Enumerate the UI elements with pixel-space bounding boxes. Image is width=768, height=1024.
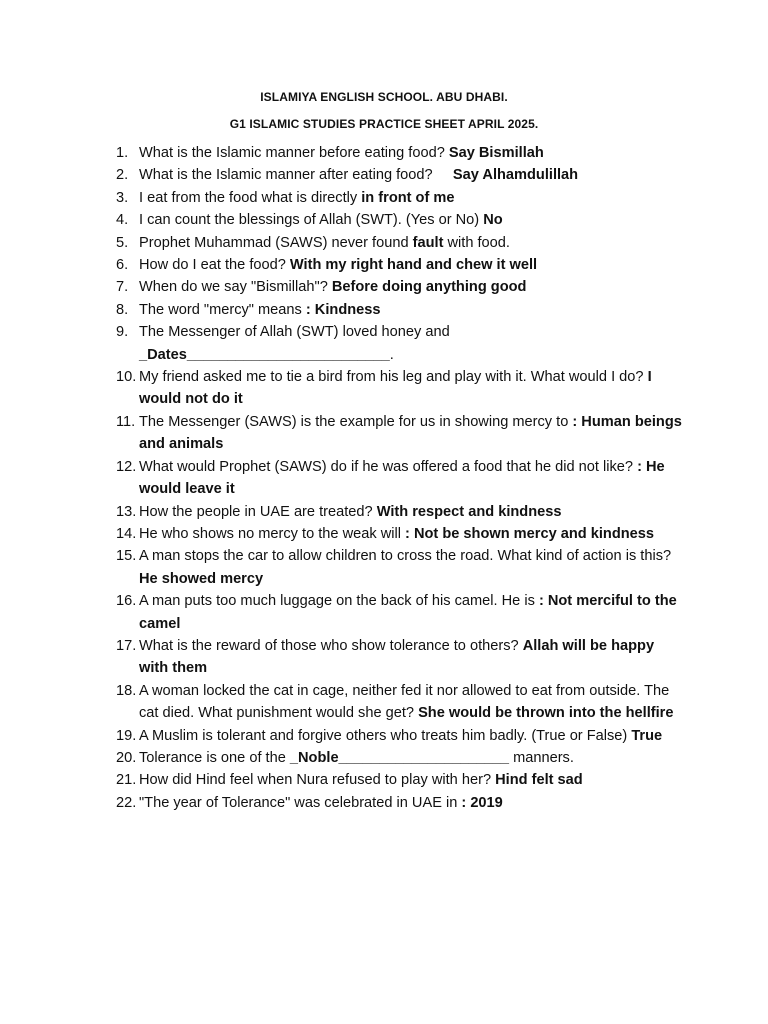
answer-text: Hind felt sad xyxy=(495,772,583,789)
question-text: A Muslim is tolerant and forgive others who treats him badly. (True or False) xyxy=(139,727,632,744)
question-text: How the people in UAE are treated? xyxy=(139,503,377,520)
question-number: 9. xyxy=(116,324,129,341)
question-text: "The year of Tolerance" was celebrated in UAE in xyxy=(139,794,462,811)
answer-text: : Kindness xyxy=(305,301,381,318)
question-number: 11. xyxy=(116,413,136,430)
sheet-title: G1 ISLAMIC STUDIES PRACTICE SHEET APRIL 2025. xyxy=(229,117,539,131)
answer-text: Before doing anything good xyxy=(331,279,527,296)
question-item-1 xyxy=(116,142,686,164)
question-text: The word "mercy" means xyxy=(139,301,306,318)
answer-text: With my right hand and chew it well xyxy=(289,257,538,274)
question-number: 18. xyxy=(116,682,137,699)
question-text: When do we say "Bismillah"? xyxy=(139,279,332,296)
question-text: The Messenger of Allah (SWT) loved honey and xyxy=(139,324,450,341)
question-number: 14. xyxy=(116,525,137,542)
question-text: A woman locked the cat in cage, neither fed it nor allowed to eat from outside. The cat died. What punishment would she get? xyxy=(139,682,670,722)
answer-text: _Dates_________________________ xyxy=(139,346,390,363)
question-text: Prophet Muhammad (SAWS) never found xyxy=(139,234,413,251)
question-number: 20. xyxy=(116,749,137,766)
question-text-tail: with food. xyxy=(443,234,510,251)
question-item-4 xyxy=(116,209,686,231)
question-text: I eat from the food what is directly xyxy=(139,189,362,206)
question-number: 21. xyxy=(116,772,137,789)
question-text: The Messenger (SAWS) is the example for us in showing mercy to xyxy=(139,413,573,430)
question-list xyxy=(116,142,686,814)
question-item-22 xyxy=(116,792,686,814)
question-number: 4. xyxy=(116,212,129,229)
question-text-tail: manners. xyxy=(509,749,574,766)
question-number: 22. xyxy=(116,794,137,811)
question-text: What is the Islamic manner before eating food? xyxy=(139,145,449,161)
question-item-11 xyxy=(116,411,686,456)
question-number: 16. xyxy=(116,593,137,610)
school-name: ISLAMIYA ENGLISH SCHOOL. ABU DHABI. xyxy=(260,90,508,104)
answer-text: : He would leave it xyxy=(139,458,665,498)
question-text: What is the Islamic manner after eating food? xyxy=(139,167,453,184)
question-number: 19. xyxy=(116,727,137,744)
question-text: A man stops the car to allow children to cross the road. What kind of action is this? xyxy=(139,548,672,565)
question-text: What would Prophet (SAWS) do if he was offered a food that he did not like? xyxy=(139,458,638,475)
answer-text: : Not be shown mercy and kindness xyxy=(405,525,655,542)
question-text: How do I eat the food? xyxy=(139,257,290,274)
question-item-13 xyxy=(116,501,686,523)
question-item-3 xyxy=(116,187,686,209)
question-item-7 xyxy=(116,276,686,298)
answer-text: _Noble_____________________ xyxy=(289,749,510,766)
question-item-5 xyxy=(116,232,686,254)
question-number: 12. xyxy=(116,458,137,475)
answer-text: No xyxy=(483,212,503,229)
question-item-12 xyxy=(116,456,686,501)
question-item-9 xyxy=(116,321,686,366)
answer-text: fault xyxy=(412,234,444,251)
answer-text: in front of me xyxy=(361,189,455,206)
question-item-6 xyxy=(116,254,686,276)
answer-text: I would not do it xyxy=(139,369,652,408)
answer-text: : Human beings and animals xyxy=(139,413,682,453)
question-number: 3. xyxy=(116,189,129,206)
question-item-21 xyxy=(116,769,686,791)
question-number: 10. xyxy=(116,369,137,386)
question-number: 8. xyxy=(116,301,129,318)
answer-text: : Not merciful to the camel xyxy=(139,593,677,632)
question-text: I can count the blessings of Allah (SWT). (Yes or No) xyxy=(139,212,484,229)
question-text: How did Hind feel when Nura refused to play with her? xyxy=(139,772,496,789)
question-number: 5. xyxy=(116,234,129,251)
question-item-8 xyxy=(116,299,686,321)
answer-text: He showed mercy xyxy=(139,570,264,587)
question-item-15 xyxy=(116,545,686,590)
question-number: 17. xyxy=(116,637,137,654)
question-text: What is the reward of those who show tolerance to others? xyxy=(139,637,523,654)
answer-text: Allah will be happy with them xyxy=(139,637,655,677)
question-number: 1. xyxy=(116,145,129,161)
answer-text: Say Bismillah xyxy=(448,145,544,161)
question-text: My friend asked me to tie a bird from his leg and play with it. What would I do? xyxy=(139,369,648,386)
question-number: 2. xyxy=(116,167,129,184)
answer-text: : 2019 xyxy=(461,794,503,811)
answer-text: Say Alhamdulillah xyxy=(452,167,579,184)
question-text: Tolerance is one of the xyxy=(139,749,290,766)
question-text: He who shows no mercy to the weak will xyxy=(139,525,406,542)
answer-text: With respect and kindness xyxy=(376,503,562,520)
question-number: 13. xyxy=(116,503,137,520)
question-number: 15. xyxy=(116,548,137,565)
question-item-18 xyxy=(116,680,686,725)
answer-text: True xyxy=(631,727,663,744)
question-item-17 xyxy=(116,635,686,680)
question-text: A man puts too much luggage on the back of his camel. He is xyxy=(139,593,539,610)
question-number: 6. xyxy=(116,257,129,274)
question-item-20 xyxy=(116,747,686,769)
question-item-14 xyxy=(116,523,686,545)
question-item-16 xyxy=(116,590,686,635)
question-item-19 xyxy=(116,725,686,747)
question-item-2 xyxy=(116,164,686,186)
question-text-tail: . xyxy=(389,346,394,363)
answer-text: She would be thrown into the hellfire xyxy=(418,705,674,722)
question-number: 7. xyxy=(116,279,129,296)
question-item-10 xyxy=(116,366,686,411)
